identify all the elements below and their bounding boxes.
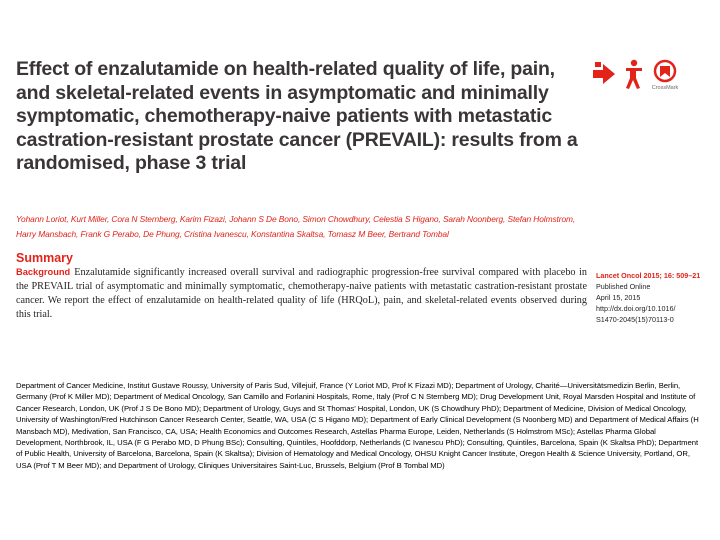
header-badges <box>593 58 693 92</box>
arrow-icon <box>593 62 615 84</box>
publication-date: April 15, 2015 <box>596 293 641 302</box>
background-text: Enzalutamide significantly increased overall survival and radiographic progression-free survival compared with placebo in the PREVAIL trial of asymptomatic and minimally symptomatic, chemotherapy-naive patients with metastatic castration-resistant prostate cancer. We report the effect of enzalutamide on health-related quality of life (HRQoL), pain, and skeletal-related events observed during this trial. <box>16 267 587 320</box>
abstract-background <box>16 265 587 322</box>
doi-link[interactable]: http://dx.doi.org/10.1016/ <box>596 304 676 313</box>
published-online-label: Published Online <box>596 282 651 291</box>
crossmark-label: CrossMark <box>651 85 679 91</box>
article-title: Effect of enzalutamide on health-related quality of life, pain, and skeletal-related events in asymptomatic and minimally symptomatic, chemotherapy-naive patients with metastatic castration-resistant prostate cancer (PREVAIL): results from a randomised, phase 3 trial <box>16 58 578 174</box>
crossmark-icon[interactable] <box>655 61 675 81</box>
citation-sidebar <box>596 270 706 325</box>
journal-citation: Lancet Oncol 2015; 16: 509–21 <box>596 271 701 280</box>
author-affiliations: Department of Cancer Medicine, Institut Gustave Roussy, University of Paris Sud, Villejuif, France (Y Loriot MD, Prof K Fizazi MD); Department of Urology, Charité—Universitätsmedizin Berlin, Berlin, Germany (Prof K Miller MD); Department of Medical Oncology, San Camillo and Forlanini Hospitals, Rome, Italy (Prof C N Sternberg MD); Drug Development Unit, Royal Marsden Hospital and Institute of Cancer Research, London, UK (Prof J S De Bono MD); Department of Urology, Guys and St Thomas' Hospital, London, UK (S Chowdhury PhD); Department of Medicine, Division of Medical Oncology, University of Washington/Fred Hutchinson Cancer Research Center, Seattle, WA, USA (C S Higano MD); Department of Early Clinical Development (S Noonberg MD) and Department of Medical Affairs (H Mansbach MD), Medivation, San Francisco, CA, USA; Health Economics and Outcomes Research, Astellas Pharma Europe, Leiden, Netherlands (S Holmstrom MSc); Astellas Pharma Global Development, Northbrook, IL, USA (F G Perabo MD, D Phung BSc); Consulting, Quintiles, Hoofddorp, Netherlands (C Ivanescu PhD); Consulting, Quintiles, Barcelona, Spain (K Skaltsa PhD); Department of Public Health, University of Barcelona, Barcelona, Spain (K Skaltsa); Division of Hematology and Medical Oncology, OHSU Knight Cancer Institute, Oregon Health & Science University, Portland, OR, USA (Prof T M Beer MD); and Department of Urology, Cliniques Universitaires Saint-Luc, Brussels, Belgium (Prof B Tombal MD) <box>16 381 699 470</box>
author-list: Yohann Loriot, Kurt Miller, Cora N Sternberg, Karim Fizazi, Johann S De Bono, Simon Chowdhury, Celestia S Higano, Sarah Noonberg, Stefan Holmstrom, Harry Mansbach, Frank G Perabo, De Phung, Cristina Ivanescu, Konstantina Skaltsa, Tomasz M Beer, Bertrand Tombal <box>16 214 576 239</box>
figure-icon <box>626 60 642 89</box>
doi-suffix[interactable]: S1470-2045(15)70113-0 <box>596 315 674 324</box>
summary-heading: Summary <box>16 251 73 265</box>
background-label: Background <box>16 267 71 277</box>
